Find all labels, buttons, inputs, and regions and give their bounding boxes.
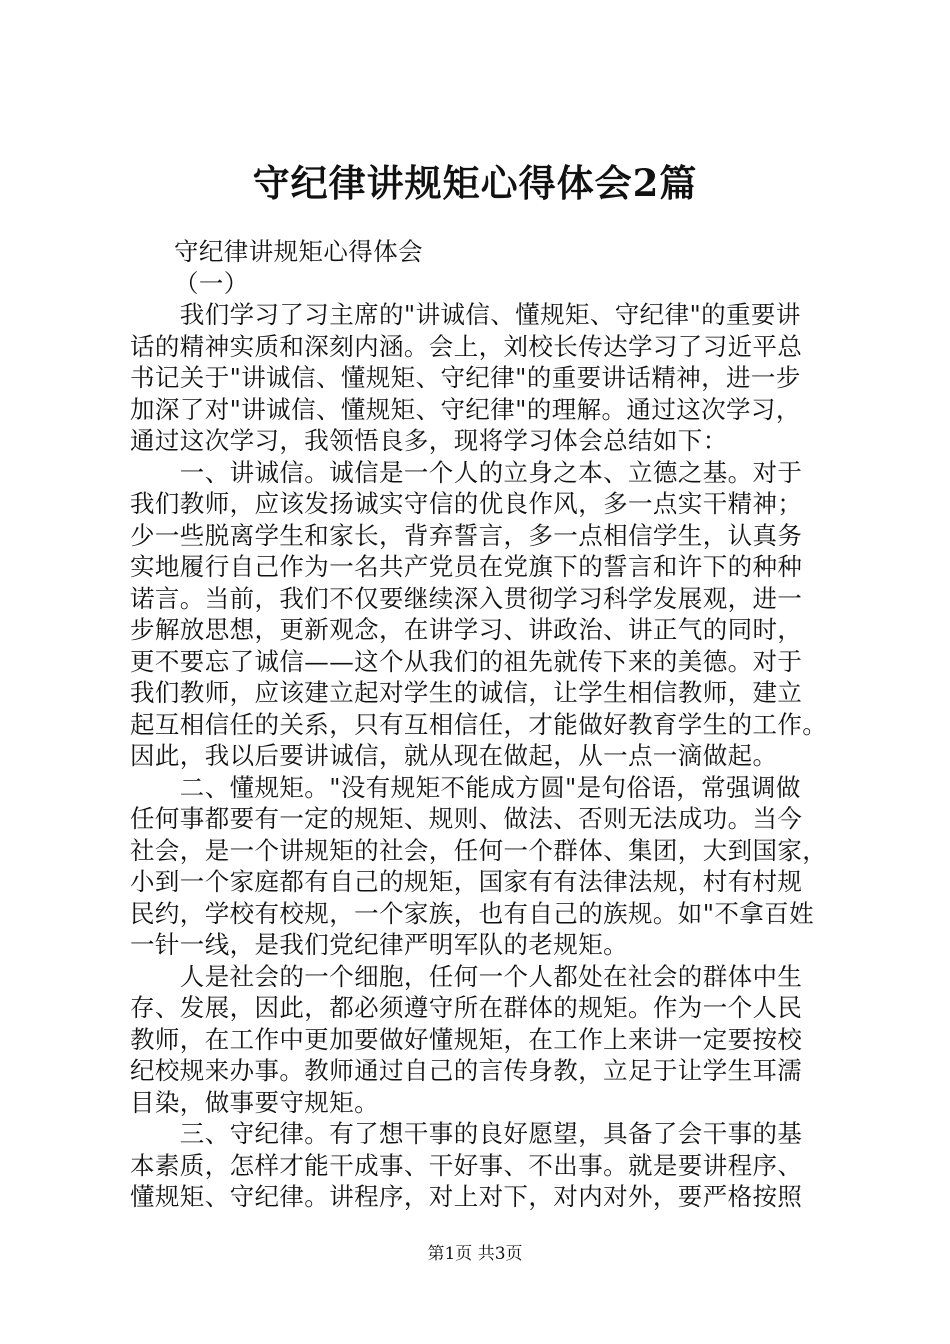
text-line: 一针一线，是我们党纪律严明军队的老规矩。 [130,930,628,959]
text-line: 二、懂规矩。"没有规矩不能成方圆"是句俗语，常强调做 [130,772,801,802]
text-line: 我们学习了习主席的"讲诚信、懂规矩、守纪律"的重要讲 [130,300,801,329]
text-line: 存、发展，因此，都必须遵守所在群体的规矩。作为一个人民 [130,993,803,1022]
text-line: 小到一个家庭都有自己的规矩，国家有有法律法规，村有村规 [130,867,803,896]
text-line: 三、守纪律。有了想干事的良好愿望，具备了会干事的基 [130,1119,803,1148]
text-line: 书记关于"讲诚信、懂规矩、守纪律"的重要讲话精神，进一步 [130,363,801,392]
text-line: 实地履行自己作为一名共产党员在党旗下的誓言和许下的种种 [130,552,803,581]
text-line: 因此，我以后要讲诚信，就从现在做起，从一点一滴做起。 [130,741,778,770]
text-line: 少一些脱离学生和家长，背弃誓言，多一点相信学生，认真务 [130,520,803,550]
document-body [130,236,830,1213]
text-line: 纪校规来办事。教师通过自己的言传身教，立足于让学生耳濡 [130,1056,803,1085]
document-subtitle: 守纪律讲规矩心得体会 [174,237,423,266]
text-line: 我们教师，应该建立起对学生的诚信，让学生相信教师，建立 [130,678,803,707]
text-line: 话的精神实质和深刻内涵。会上，刘校长传达学习了习近平总 [130,331,803,361]
text-line: 一、讲诚信。诚信是一个人的立身之本、立德之基。对于 [130,457,803,487]
text-line: 懂规矩、守纪律。讲程序，对上对下，对内对外，要严格按照 [130,1182,803,1211]
text-line: 人是社会的一个细胞，任何一个人都处在社会的群体中生 [130,961,803,991]
text-line: 通过这次学习，我领悟良多，现将学习体会总结如下： [130,426,728,455]
text-line: 起互相信任的关系，只有互相信任，才能做好教育学生的工作。 [130,709,828,739]
text-line: 民约，学校有校规，一个家族，也有自己的族规。如"不拿百姓 [130,898,814,928]
section-marker: （一） [174,268,249,298]
body-text [130,299,830,1213]
text-line: 本素质，怎样才能干成事、干好事、不出事。就是要讲程序、 [130,1150,803,1180]
text-line: 我们教师，应该发扬诚实守信的优良作风，多一点实干精神； [130,489,803,518]
page-footer: 第1页 共3页 [427,1244,523,1264]
text-line: 社会，是一个讲规矩的社会，任何一个群体、集团，大到国家， [130,835,828,865]
text-line: 诺言。当前，我们不仅要继续深入贯彻学习科学发展观，进一 [130,583,803,613]
text-line: 目染，做事要守规矩。 [130,1087,379,1117]
text-line: 加深了对"讲诚信、懂规矩、守纪律"的理解。通过这次学习， [130,394,801,424]
text-line: 更不要忘了诚信——这个从我们的祖先就传下来的美德。对于 [130,646,803,676]
text-line: 教师，在工作中更加要做好懂规矩，在工作上来讲一定要按校 [130,1024,803,1054]
document-title: 守纪律讲规矩心得体会2篇 [252,161,698,205]
text-line: 任何事都要有一定的规矩、规则、做法、否则无法成功。当今 [130,804,803,833]
text-line: 步解放思想，更新观念，在讲学习、讲政治、讲正气的同时， [130,615,803,644]
